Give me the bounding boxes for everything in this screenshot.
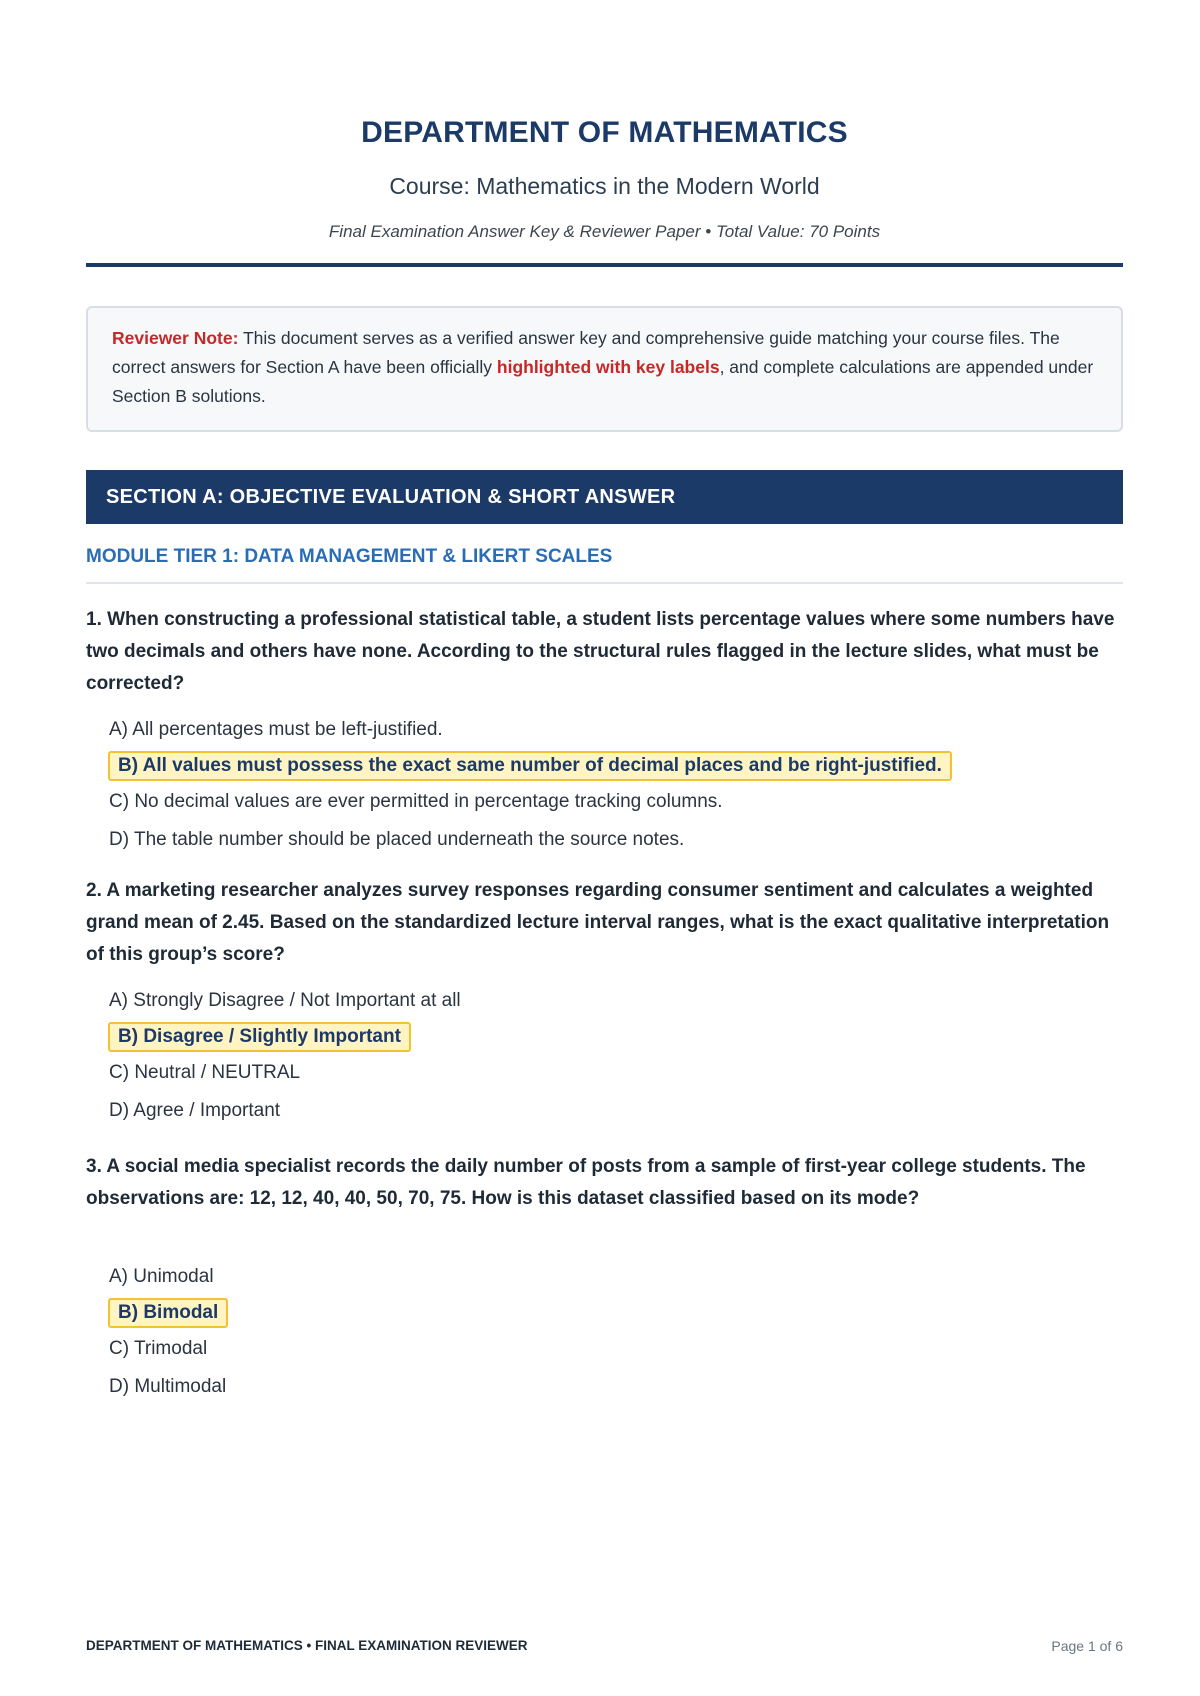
question-3-option-c: C) Trimodal xyxy=(109,1338,208,1359)
question-3: 3. A social media specialist records the daily number of posts from a sample of first-year college students. The observations are: 12, 12, 40, 40, 50, 70, 75. How is this dataset classified based on its mode? xyxy=(86,1156,1086,1209)
question-1-option-a: A) All percentages must be left-justified. xyxy=(109,719,443,740)
module-divider xyxy=(86,582,1123,584)
page-number: Page 1 of 6 xyxy=(1051,1638,1123,1654)
question-2-option-a: A) Strongly Disagree / Not Important at all xyxy=(109,990,461,1011)
reviewer-note-highlight: highlighted with key labels xyxy=(496,357,720,377)
question-3-option-d: D) Multimodal xyxy=(109,1376,227,1397)
question-2: 2. A marketing researcher analyzes survey responses regarding consumer sentiment and calculates a weighted grand mean of 2.45. Based on the standardized lecture interval ranges, what is the exact qualitative interpretation of this group’s score? xyxy=(86,880,1110,965)
question-3-option-a: A) Unimodal xyxy=(109,1266,214,1287)
question-2-option-d: D) Agree / Important xyxy=(109,1100,281,1121)
course-name: Course: Mathematics in the Modern World xyxy=(389,173,820,199)
reviewer-note-text-1: This document serves as a verified answer key and comprehensive guide matching your course files. The correct answers for Section A have been officially xyxy=(112,328,1060,377)
exam-subtitle: Final Examination Answer Key & Reviewer Paper • Total Value: 70 Points xyxy=(328,222,881,241)
question-1-option-d: D) The table number should be placed underneath the source notes. xyxy=(109,829,685,850)
section-a-header: SECTION A: OBJECTIVE EVALUATION & SHORT ANSWER xyxy=(86,470,1123,524)
question-3-option-b-correct: B) Bimodal xyxy=(108,1298,228,1328)
question-2-option-b-correct: B) Disagree / Slightly Important xyxy=(108,1022,411,1052)
question-1: 1. When constructing a professional statistical table, a student lists percentage values where some numbers have two decimals and others have none. According to the structural rules flagged in the lecture slides, what must be corrected? xyxy=(86,609,1115,694)
footer-title: DEPARTMENT OF MATHEMATICS • FINAL EXAMINATION REVIEWER xyxy=(86,1638,528,1653)
reviewer-note-text-2: , and complete calculations are appended under Section B solutions. xyxy=(112,357,1094,406)
header-divider xyxy=(86,263,1123,267)
department-title: DEPARTMENT OF MATHEMATICS xyxy=(361,116,848,149)
question-2-option-c: C) Neutral / NEUTRAL xyxy=(109,1062,301,1083)
module-heading: MODULE TIER 1: DATA MANAGEMENT & LIKERT SCALES xyxy=(86,546,613,567)
reviewer-note-label: Reviewer Note: xyxy=(112,328,239,348)
question-1-option-c: C) No decimal values are ever permitted in percentage tracking columns. xyxy=(109,791,723,812)
document-page xyxy=(86,0,1123,1696)
reviewer-note-box xyxy=(86,306,1123,432)
question-1-option-b-correct: B) All values must possess the exact same number of decimal places and be right-justified. xyxy=(108,751,952,781)
